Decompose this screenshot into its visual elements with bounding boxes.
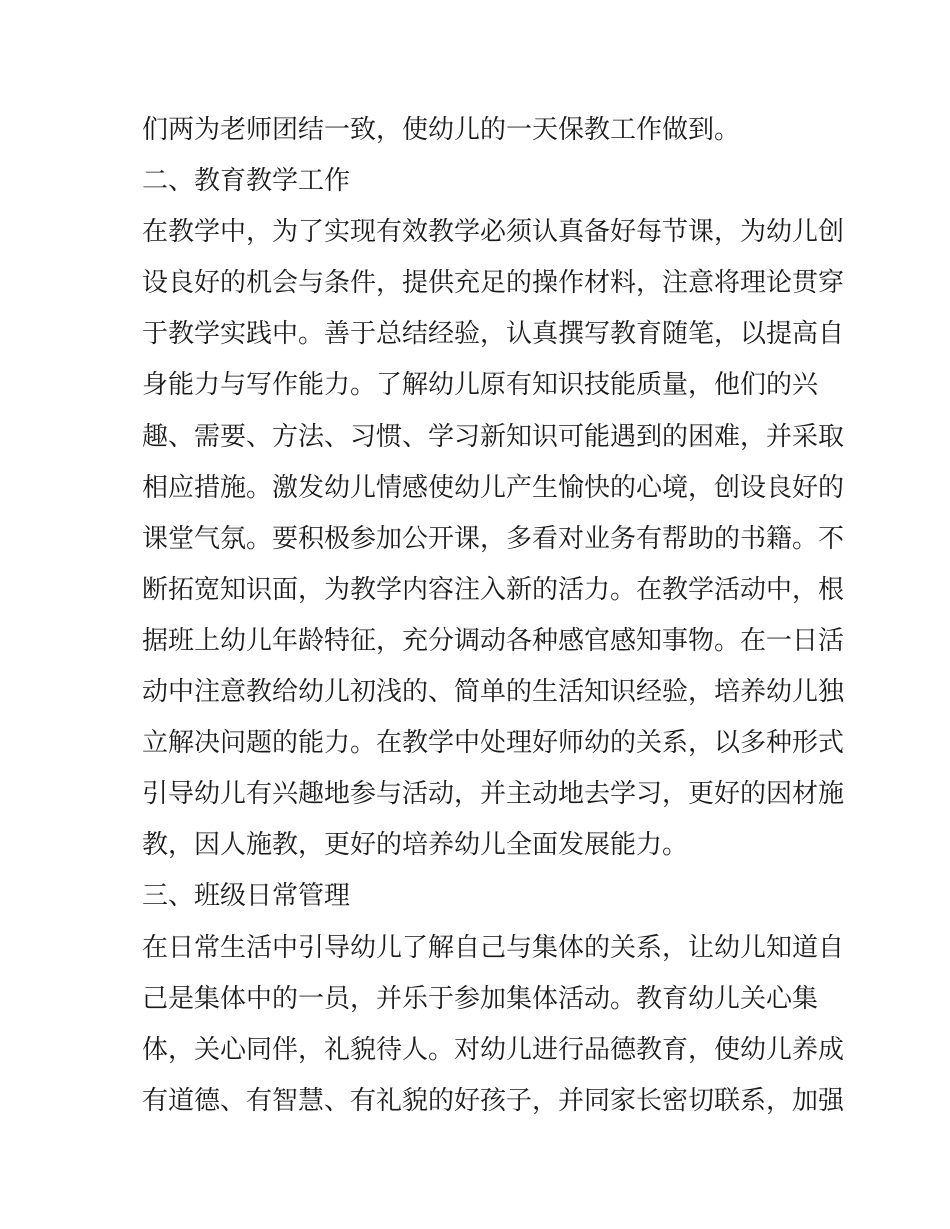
text-line: 断拓宽知识面，为教学内容注入新的活力。在教学活动中，根	[142, 574, 845, 605]
text-line: 设良好的机会与条件，提供充足的操作材料，注意将理论贯穿	[142, 268, 845, 299]
text-line: 在教学中，为了实现有效教学必须认真备好每节课，为幼儿创	[142, 217, 845, 248]
text-line: 立解决问题的能力。在教学中处理好师幼的关系，以多种形式	[142, 728, 845, 759]
section-heading-teaching: 二、教育教学工作	[142, 166, 351, 197]
document-body	[142, 108, 845, 1130]
text-line: 动中注意教给幼儿初浅的、简单的生活知识经验，培养幼儿独	[142, 677, 845, 708]
text-line: 教，因人施教，更好的培养幼儿全面发展能力。	[142, 830, 689, 861]
text-line: 体，关心同伴，礼貌待人。对幼儿进行品德教育，使幼儿养成	[142, 1034, 845, 1065]
text-line: 据班上幼儿年龄特征，充分调动各种感官感知事物。在一日活	[142, 625, 845, 656]
text-line: 在日常生活中引导幼儿了解自己与集体的关系，让幼儿知道自	[142, 932, 845, 963]
text-line: 引导幼儿有兴趣地参与活动，并主动地去学习，更好的因材施	[142, 779, 845, 810]
section-heading-class-management: 三、班级日常管理	[142, 881, 351, 912]
text-line: 有道德、有智慧、有礼貌的好孩子，并同家长密切联系，加强	[142, 1085, 845, 1116]
text-line: 于教学实践中。善于总结经验，认真撰写教育随笔，以提高自	[142, 319, 845, 350]
text-line: 们两为老师团结一致，使幼儿的一天保教工作做到。	[142, 115, 741, 145]
text-line: 己是集体中的一员，并乐于参加集体活动。教育幼儿关心集	[142, 983, 819, 1014]
text-line: 课堂气氛。要积极参加公开课，多看对业务有帮助的书籍。不	[142, 523, 845, 554]
text-line: 身能力与写作能力。了解幼儿原有知识技能质量，他们的兴	[142, 370, 819, 401]
text-line: 趣、需要、方法、习惯、学习新知识可能遇到的困难，并采取	[142, 421, 845, 452]
text-line: 相应措施。激发幼儿情感使幼儿产生愉快的心境，创设良好的	[142, 472, 845, 503]
